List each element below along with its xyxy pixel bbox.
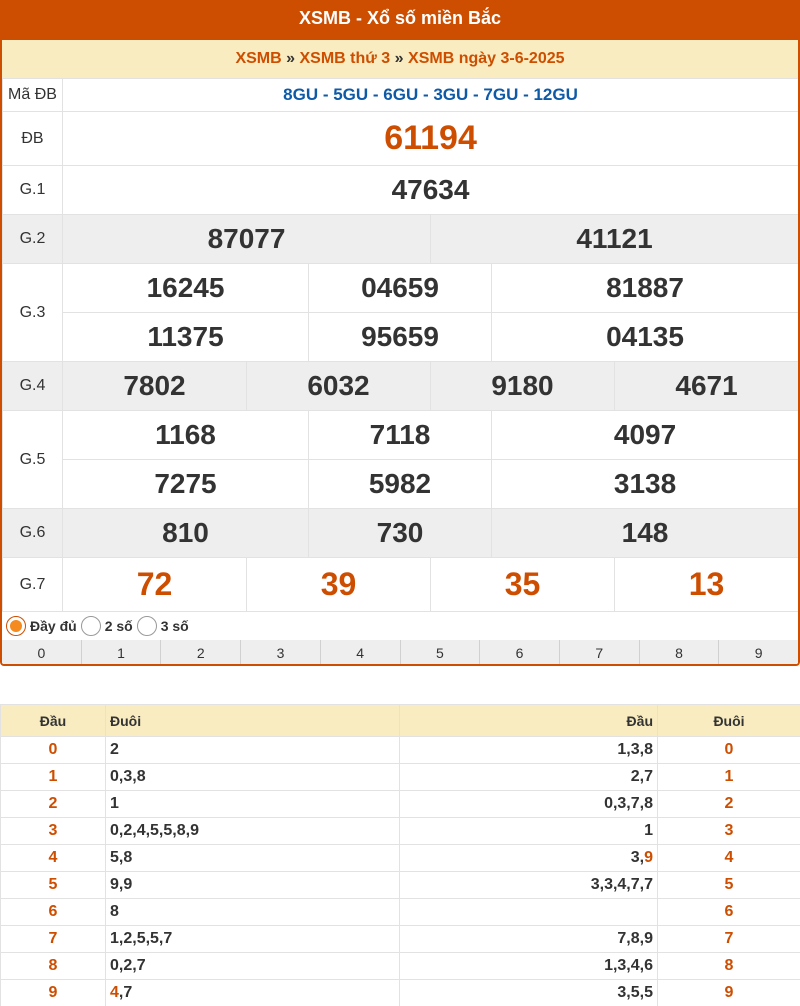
digit-filter-0[interactable]: 0 [2, 640, 82, 666]
digit-filter-8[interactable]: 8 [640, 640, 720, 666]
prize-number: 11375 [63, 313, 309, 362]
duoi2-cell: 1 [658, 764, 800, 791]
option-two-digits[interactable] [81, 616, 133, 636]
duoi-cell: 0,2,4,5,5,8,9 [106, 818, 400, 845]
duoi-highlight: 4 [110, 984, 119, 1001]
duoi-cell: 1 [106, 791, 400, 818]
digit-filter-2[interactable]: 2 [161, 640, 241, 666]
col-header-duoi2: Đuôi [658, 705, 800, 737]
col-header-dau2: Đầu [400, 705, 658, 737]
dau-cell: 7 [1, 926, 106, 953]
prize-number: 95659 [309, 313, 492, 362]
duoi-cell: 8 [106, 899, 400, 926]
prize-number: 5982 [309, 460, 492, 509]
special-prize-number: 61194 [63, 112, 799, 166]
table-row [1, 764, 800, 791]
prize-number: 81887 [492, 264, 799, 313]
digit-filter-3[interactable]: 3 [241, 640, 321, 666]
dau2-cell [400, 899, 658, 926]
digit-filter-7[interactable]: 7 [560, 640, 640, 666]
prize-number: 1168 [63, 411, 309, 460]
duoi2-cell: 3 [658, 818, 800, 845]
duoi2-cell: 7 [658, 926, 800, 953]
row-g1 [3, 166, 799, 215]
dau2-cell: 7,8,9 [400, 926, 658, 953]
row-ma-db [3, 79, 799, 112]
col-header-duoi: Đuôi [106, 705, 400, 737]
duoi-cell: 0,3,8 [106, 764, 400, 791]
dau2-cell: 1 [400, 818, 658, 845]
prize-number: 7275 [63, 460, 309, 509]
table-row [1, 872, 800, 899]
prize-label: G.3 [3, 264, 63, 362]
prize-number: 6032 [247, 362, 431, 411]
option-three-digits-label: 3 số [160, 618, 189, 634]
row-g4 [3, 362, 799, 411]
duoi-value: ,7 [118, 984, 133, 1001]
row-g3 [3, 264, 799, 313]
prize-number: 7118 [309, 411, 492, 460]
prize-number: 04135 [492, 313, 799, 362]
breadcrumb-date[interactable]: XSMB ngày 3-6-2025 [408, 50, 565, 67]
prize-number: 148 [492, 509, 799, 558]
duoi2-cell: 6 [658, 899, 800, 926]
loto-header-row [1, 705, 800, 737]
dau-cell: 9 [1, 980, 106, 1006]
dau2-cell: 1,3,8 [400, 737, 658, 764]
dau-cell: 8 [1, 953, 106, 980]
duoi-cell: 1,2,5,5,7 [106, 926, 400, 953]
breadcrumb-xsmb[interactable]: XSMB [235, 50, 282, 67]
duoi2-cell: 9 [658, 980, 800, 1006]
option-full[interactable] [6, 616, 77, 636]
prize-number: 3138 [492, 460, 799, 509]
duoi2-cell: 2 [658, 791, 800, 818]
duoi-cell: 5,8 [106, 845, 400, 872]
table-row [1, 791, 800, 818]
dau2-cell [400, 845, 658, 872]
table-row [1, 980, 800, 1006]
display-options [2, 612, 798, 640]
table-row [1, 899, 800, 926]
digit-filter [2, 640, 798, 666]
digit-filter-6[interactable]: 6 [480, 640, 560, 666]
special-code-list: 8GU - 5GU - 6GU - 3GU - 7GU - 12GU [63, 79, 799, 112]
prize-label: G.1 [3, 166, 63, 215]
table-row [1, 845, 800, 872]
dau2-value: 3, [630, 849, 645, 866]
digit-filter-1[interactable]: 1 [82, 640, 162, 666]
prize-label: ĐB [3, 112, 63, 166]
prize-label: G.7 [3, 558, 63, 612]
table-row [1, 953, 800, 980]
dau2-cell: 3,3,4,7,7 [400, 872, 658, 899]
prize-number: 72 [63, 558, 247, 612]
prize-number: 13 [615, 558, 799, 612]
radio-full[interactable] [6, 616, 26, 636]
dau-cell: 3 [1, 818, 106, 845]
dau-cell: 4 [1, 845, 106, 872]
dau2-highlight: 9 [644, 849, 653, 866]
row-g3 [3, 313, 799, 362]
table-row [1, 737, 800, 764]
prize-number: 16245 [63, 264, 309, 313]
prize-number: 9180 [431, 362, 615, 411]
prize-label: G.6 [3, 509, 63, 558]
prize-number: 39 [247, 558, 431, 612]
row-g7 [3, 558, 799, 612]
duoi-cell [106, 980, 400, 1006]
results-table [2, 78, 799, 612]
prize-number: 04659 [309, 264, 492, 313]
radio-three-digits[interactable] [137, 616, 157, 636]
breadcrumb-separator: » [394, 50, 404, 67]
dau2-cell: 0,3,7,8 [400, 791, 658, 818]
page-title: XSMB - Xổ số miền Bắc [0, 0, 800, 40]
prize-number: 4671 [615, 362, 799, 411]
prize-label: G.5 [3, 411, 63, 509]
digit-filter-5[interactable]: 5 [401, 640, 481, 666]
table-row [1, 926, 800, 953]
dau2-cell: 2,7 [400, 764, 658, 791]
duoi-cell: 0,2,7 [106, 953, 400, 980]
breadcrumb-separator: » [286, 50, 296, 67]
prize-number: 810 [63, 509, 309, 558]
prize-number: 35 [431, 558, 615, 612]
option-two-digits-label: 2 số [104, 618, 133, 634]
duoi2-cell: 4 [658, 845, 800, 872]
duoi2-cell: 0 [658, 737, 800, 764]
prize-number: 87077 [63, 215, 431, 264]
dau2-cell: 3,5,5 [400, 980, 658, 1006]
row-g5 [3, 411, 799, 460]
breadcrumb-weekday[interactable]: XSMB thứ 3 [299, 50, 391, 67]
digit-filter-4[interactable]: 4 [321, 640, 401, 666]
duoi2-cell: 8 [658, 953, 800, 980]
dau-cell: 1 [1, 764, 106, 791]
duoi-cell: 9,9 [106, 872, 400, 899]
dau-cell: 2 [1, 791, 106, 818]
dau-cell: 0 [1, 737, 106, 764]
prize-label: Mã ĐB [3, 79, 63, 112]
prize-label: G.4 [3, 362, 63, 411]
prize-number: 7802 [63, 362, 247, 411]
row-g6 [3, 509, 799, 558]
table-row [1, 818, 800, 845]
duoi2-cell: 5 [658, 872, 800, 899]
prize-label: G.2 [3, 215, 63, 264]
dau2-cell: 1,3,4,6 [400, 953, 658, 980]
dau-cell: 5 [1, 872, 106, 899]
row-g2 [3, 215, 799, 264]
prize-number: 730 [309, 509, 492, 558]
row-g5 [3, 460, 799, 509]
col-header-dau: Đầu [1, 705, 106, 737]
prize-number: 4097 [492, 411, 799, 460]
digit-filter-9[interactable]: 9 [754, 645, 763, 661]
duoi-cell: 2 [106, 737, 400, 764]
row-db [3, 112, 799, 166]
breadcrumb [2, 40, 798, 78]
prize-number: 47634 [63, 166, 799, 215]
radio-two-digits[interactable] [81, 616, 101, 636]
option-three-digits[interactable] [137, 616, 189, 636]
loto-table [0, 704, 800, 1006]
option-full-label: Đầy đủ [30, 618, 77, 634]
dau-cell: 6 [1, 899, 106, 926]
prize-number: 41121 [431, 215, 799, 264]
